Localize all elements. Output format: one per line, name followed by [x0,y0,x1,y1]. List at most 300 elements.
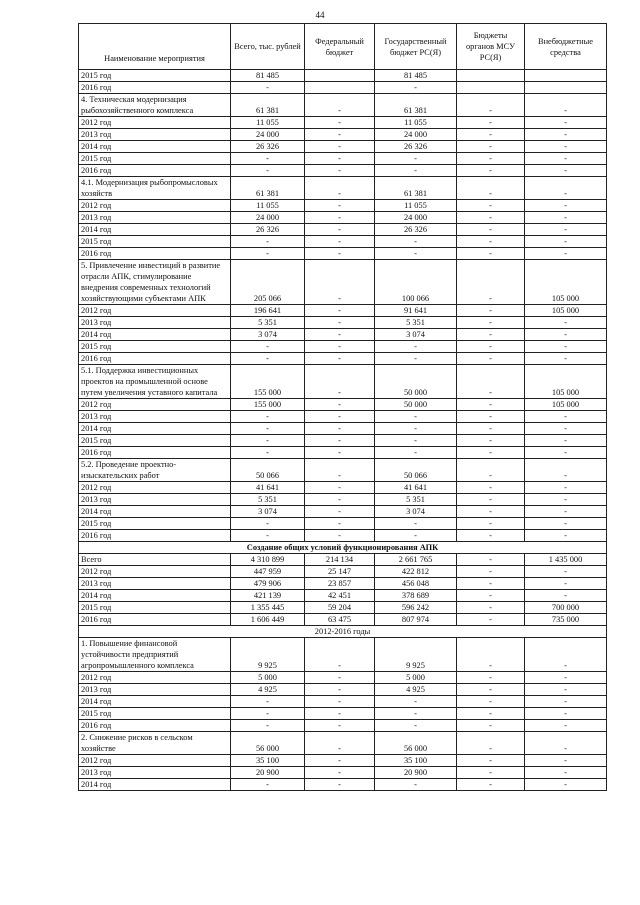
cell-extrabudget: - [525,212,607,224]
cell-name: 5.1. Поддержка инвестиционных проектов на промышленной основе путем увеличения уставного капитала [79,365,231,399]
cell-municipal: - [457,248,525,260]
cell-federal: - [305,129,375,141]
table-row [79,94,607,117]
cell-state: 422 812 [375,566,457,578]
cell-municipal: - [457,329,525,341]
cell-state: 50 000 [375,365,457,399]
cell-total: - [231,530,305,542]
cell-total: 61 381 [231,177,305,200]
cell-federal: - [305,506,375,518]
cell-state: 5 000 [375,672,457,684]
table-row [79,684,607,696]
cell-federal: - [305,153,375,165]
cell-name: 2015 год [79,70,231,82]
cell-state: - [375,411,457,423]
cell-total: - [231,779,305,791]
cell-federal: - [305,638,375,672]
cell-name: 2015 год [79,341,231,353]
cell-federal: 42 451 [305,590,375,602]
table-row [79,755,607,767]
cell-state: - [375,435,457,447]
cell-municipal: - [457,435,525,447]
cell-state: - [375,530,457,542]
cell-federal: - [305,248,375,260]
cell-total: 447 959 [231,566,305,578]
cell-state: 5 351 [375,317,457,329]
cell-state: 61 381 [375,177,457,200]
cell-municipal: - [457,708,525,720]
cell-extrabudget: - [525,482,607,494]
cell-federal: - [305,720,375,732]
cell-federal: - [305,411,375,423]
table-row [79,141,607,153]
cell-name: 2012 год [79,755,231,767]
cell-name: 2012 год [79,117,231,129]
cell-total: 50 066 [231,459,305,482]
cell-municipal: - [457,353,525,365]
cell-federal [305,82,375,94]
cell-total: - [231,518,305,530]
cell-state: 4 925 [375,684,457,696]
budget-table [78,23,607,791]
cell-name: 2015 год [79,518,231,530]
cell-extrabudget: - [525,117,607,129]
cell-extrabudget: - [525,779,607,791]
cell-federal: - [305,672,375,684]
cell-municipal: - [457,411,525,423]
cell-state: - [375,248,457,260]
table-row [79,341,607,353]
cell-name: 2015 год [79,153,231,165]
cell-municipal: - [457,672,525,684]
cell-total: 26 326 [231,141,305,153]
cell-state: - [375,696,457,708]
cell-total: 26 326 [231,224,305,236]
cell-total: 56 000 [231,732,305,755]
cell-federal: - [305,341,375,353]
cell-name: 2016 год [79,353,231,365]
cell-extrabudget: - [525,200,607,212]
cell-name: 2016 год [79,165,231,177]
cell-federal: 23 857 [305,578,375,590]
cell-municipal: - [457,447,525,459]
cell-extrabudget: - [525,755,607,767]
cell-name: 2016 год [79,82,231,94]
cell-extrabudget: - [525,435,607,447]
cell-name: 2014 год [79,224,231,236]
table-row [79,260,607,305]
cell-municipal: - [457,614,525,626]
cell-federal: - [305,494,375,506]
section-title: Создание общих условий функционирования АПК [79,542,607,554]
cell-municipal: - [457,117,525,129]
cell-federal: - [305,224,375,236]
cell-municipal: - [457,518,525,530]
cell-municipal: - [457,767,525,779]
cell-state: - [375,708,457,720]
cell-state: - [375,153,457,165]
cell-state: - [375,447,457,459]
cell-federal: - [305,435,375,447]
cell-extrabudget: - [525,518,607,530]
cell-state: 24 000 [375,129,457,141]
cell-name: 2015 год [79,435,231,447]
cell-name: 2012 год [79,566,231,578]
cell-total: - [231,248,305,260]
cell-municipal: - [457,566,525,578]
table-row [79,638,607,672]
table-row [79,117,607,129]
cell-municipal: - [457,423,525,435]
cell-state: 807 974 [375,614,457,626]
table-row [79,696,607,708]
cell-total: - [231,411,305,423]
cell-name: 4. Техническая модернизация рыбохозяйственного комплекса [79,94,231,117]
cell-extrabudget: 1 435 000 [525,554,607,566]
cell-federal: - [305,459,375,482]
cell-extrabudget: - [525,177,607,200]
cell-name: 2013 год [79,129,231,141]
cell-total: 3 074 [231,506,305,518]
cell-total: 9 925 [231,638,305,672]
cell-extrabudget: - [525,684,607,696]
cell-total: - [231,353,305,365]
cell-municipal: - [457,236,525,248]
cell-extrabudget: 105 000 [525,399,607,411]
cell-extrabudget: 105 000 [525,260,607,305]
cell-name: 2013 год [79,494,231,506]
table-row [79,423,607,435]
table-row [79,70,607,82]
cell-total: 5 000 [231,672,305,684]
cell-federal: - [305,365,375,399]
page-number: 44 [315,10,325,20]
cell-state: - [375,236,457,248]
cell-municipal: - [457,365,525,399]
cell-total: 24 000 [231,212,305,224]
cell-extrabudget: - [525,129,607,141]
cell-extrabudget: - [525,672,607,684]
cell-name: 1. Повышение финансовой устойчивости предприятий агропромышленного комплекса [79,638,231,672]
table-row [79,153,607,165]
cell-state: 35 100 [375,755,457,767]
cell-municipal: - [457,482,525,494]
table-row [79,447,607,459]
cell-municipal: - [457,459,525,482]
cell-state: 3 074 [375,506,457,518]
table-row [79,767,607,779]
cell-federal: - [305,732,375,755]
cell-name: 2013 год [79,317,231,329]
cell-total: 4 925 [231,684,305,696]
cell-name: 2014 год [79,329,231,341]
cell-extrabudget: - [525,696,607,708]
table-row [79,435,607,447]
cell-municipal: - [457,260,525,305]
cell-state: 50 066 [375,459,457,482]
cell-total: 3 074 [231,329,305,341]
cell-total: - [231,153,305,165]
cell-total: 35 100 [231,755,305,767]
cell-total: 5 351 [231,494,305,506]
table-row [79,602,607,614]
cell-total: 196 641 [231,305,305,317]
cell-extrabudget: - [525,459,607,482]
cell-federal: - [305,684,375,696]
cell-name: 2012 год [79,399,231,411]
cell-state: - [375,720,457,732]
cell-total: - [231,236,305,248]
table-row [79,720,607,732]
cell-name: 2013 год [79,684,231,696]
cell-federal: - [305,177,375,200]
cell-extrabudget: - [525,767,607,779]
cell-total: 479 906 [231,578,305,590]
cell-state: - [375,423,457,435]
cell-extrabudget: 735 000 [525,614,607,626]
cell-federal: 63 475 [305,614,375,626]
cell-total: 205 066 [231,260,305,305]
cell-federal [305,70,375,82]
cell-extrabudget: - [525,720,607,732]
cell-total: - [231,165,305,177]
table-row [79,200,607,212]
cell-total: 81 485 [231,70,305,82]
cell-state: - [375,341,457,353]
cell-federal: - [305,94,375,117]
cell-extrabudget: - [525,638,607,672]
cell-state: 20 900 [375,767,457,779]
cell-total: 1 606 449 [231,614,305,626]
cell-federal: - [305,329,375,341]
cell-municipal [457,70,525,82]
cell-federal: - [305,353,375,365]
cell-state: 56 000 [375,732,457,755]
cell-municipal: - [457,165,525,177]
cell-extrabudget: 105 000 [525,365,607,399]
cell-total: - [231,82,305,94]
table-row [79,554,607,566]
cell-extrabudget: - [525,153,607,165]
cell-federal: - [305,530,375,542]
cell-municipal: - [457,732,525,755]
cell-federal: - [305,755,375,767]
cell-municipal: - [457,779,525,791]
period-header-row [79,626,607,638]
cell-municipal: - [457,141,525,153]
cell-extrabudget: - [525,165,607,177]
cell-name: 2013 год [79,411,231,423]
table-row [79,614,607,626]
cell-municipal: - [457,129,525,141]
cell-extrabudget: - [525,447,607,459]
cell-state: 61 381 [375,94,457,117]
cell-federal: - [305,423,375,435]
cell-federal: 59 204 [305,602,375,614]
cell-state: 456 048 [375,578,457,590]
cell-extrabudget: - [525,494,607,506]
cell-federal: - [305,317,375,329]
table-row [79,177,607,200]
cell-total: 24 000 [231,129,305,141]
cell-extrabudget [525,82,607,94]
header-municipal: Бюджеты органов МСУ РС(Я) [457,24,525,70]
cell-total: 5 351 [231,317,305,329]
cell-name: 2016 год [79,248,231,260]
cell-name: 2014 год [79,506,231,518]
cell-name: 5.2. Проведение проектно-изыскательских работ [79,459,231,482]
cell-federal: - [305,236,375,248]
cell-state: 5 351 [375,494,457,506]
cell-federal: - [305,696,375,708]
cell-name: 2013 год [79,212,231,224]
cell-name: Всего [79,554,231,566]
cell-name: 5. Привлечение инвестиций в развитие отрасли АПК, стимулирование внедрения современных технологий хозяйствующими субъектами АПК [79,260,231,305]
cell-municipal: - [457,305,525,317]
cell-municipal: - [457,684,525,696]
cell-name: 2016 год [79,447,231,459]
cell-extrabudget: - [525,708,607,720]
cell-extrabudget: - [525,248,607,260]
table-body [79,70,607,791]
header-extrabudget: Внебюджетные средства [525,24,607,70]
cell-name: 2012 год [79,200,231,212]
cell-state: 26 326 [375,141,457,153]
cell-name: 2014 год [79,779,231,791]
cell-total: 421 139 [231,590,305,602]
cell-state: 9 925 [375,638,457,672]
cell-name: 2012 год [79,305,231,317]
cell-state: 3 074 [375,329,457,341]
cell-municipal: - [457,720,525,732]
cell-municipal: - [457,94,525,117]
cell-state: 11 055 [375,117,457,129]
cell-federal: - [305,260,375,305]
table-row [79,566,607,578]
cell-state: 91 641 [375,305,457,317]
cell-federal: - [305,779,375,791]
cell-municipal: - [457,494,525,506]
cell-total: - [231,696,305,708]
cell-total: - [231,720,305,732]
cell-municipal: - [457,212,525,224]
cell-state: - [375,518,457,530]
cell-name: 2015 год [79,708,231,720]
cell-extrabudget: - [525,236,607,248]
cell-municipal: - [457,578,525,590]
cell-extrabudget: - [525,590,607,602]
cell-extrabudget: - [525,506,607,518]
cell-name: 2014 год [79,590,231,602]
cell-name: 2012 год [79,482,231,494]
table-row [79,672,607,684]
header-total: Всего, тыс. рублей [231,24,305,70]
cell-total: 1 355 445 [231,602,305,614]
cell-federal: - [305,767,375,779]
cell-municipal: - [457,696,525,708]
cell-state: 50 000 [375,399,457,411]
cell-state: - [375,353,457,365]
cell-name: 2016 год [79,720,231,732]
table-row [79,248,607,260]
cell-extrabudget: 700 000 [525,602,607,614]
cell-total: 4 310 899 [231,554,305,566]
table-row [79,353,607,365]
cell-extrabudget: - [525,566,607,578]
cell-federal: - [305,212,375,224]
cell-total: 155 000 [231,365,305,399]
cell-name: 2016 год [79,614,231,626]
header-state: Государственный бюджет РС(Я) [375,24,457,70]
cell-municipal: - [457,224,525,236]
table-row [79,590,607,602]
cell-municipal: - [457,554,525,566]
cell-municipal: - [457,755,525,767]
table-row [79,506,607,518]
cell-name: 2013 год [79,578,231,590]
cell-extrabudget: - [525,317,607,329]
cell-extrabudget: - [525,578,607,590]
header-name: Наименование мероприятия [79,24,231,70]
cell-state: 2 661 765 [375,554,457,566]
cell-extrabudget: - [525,530,607,542]
header-federal: Федеральный бюджет [305,24,375,70]
cell-municipal [457,82,525,94]
cell-name: 2014 год [79,696,231,708]
cell-extrabudget: - [525,341,607,353]
cell-total: 20 900 [231,767,305,779]
cell-name: 2014 год [79,423,231,435]
cell-federal: - [305,708,375,720]
table-row [79,82,607,94]
table-row [79,482,607,494]
cell-name: 2015 год [79,236,231,248]
cell-municipal: - [457,341,525,353]
cell-name: 2. Снижение рисков в сельском хозяйстве [79,732,231,755]
cell-municipal: - [457,317,525,329]
cell-state: - [375,82,457,94]
cell-state: 41 641 [375,482,457,494]
cell-total: 11 055 [231,200,305,212]
cell-extrabudget: - [525,329,607,341]
table-row [79,129,607,141]
table-row [79,708,607,720]
cell-federal: - [305,305,375,317]
cell-municipal: - [457,506,525,518]
cell-federal: - [305,117,375,129]
cell-municipal: - [457,530,525,542]
cell-extrabudget: - [525,94,607,117]
cell-total: 11 055 [231,117,305,129]
table-row [79,530,607,542]
cell-federal: - [305,399,375,411]
cell-total: 61 381 [231,94,305,117]
table-row [79,779,607,791]
cell-federal: - [305,165,375,177]
cell-total: - [231,423,305,435]
cell-total: - [231,708,305,720]
table-row [79,212,607,224]
cell-municipal: - [457,399,525,411]
cell-state: - [375,165,457,177]
cell-federal: - [305,447,375,459]
cell-municipal: - [457,177,525,200]
cell-federal: - [305,141,375,153]
cell-extrabudget: - [525,732,607,755]
cell-extrabudget [525,70,607,82]
cell-state: 81 485 [375,70,457,82]
cell-state: 378 689 [375,590,457,602]
